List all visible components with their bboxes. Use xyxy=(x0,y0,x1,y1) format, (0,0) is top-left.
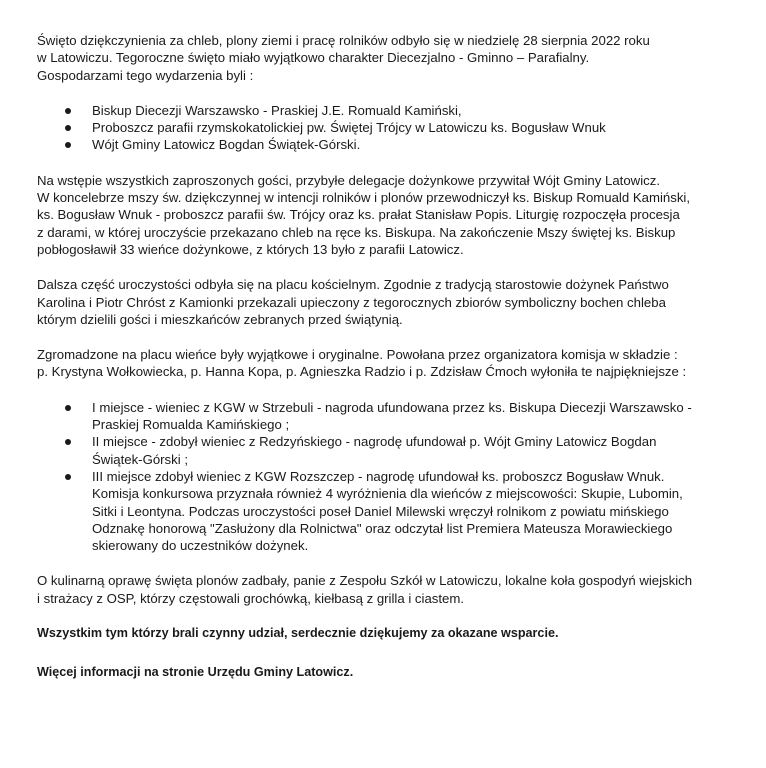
text-line: ks. Bogusław Wnuk - proboszcz parafii św. Trójcy oraz ks. prałat Stanisław Popis. Liturgię rozpoczęła procesja xyxy=(37,207,680,223)
bread-paragraph xyxy=(37,276,736,328)
more-info-text xyxy=(37,664,736,681)
list-item xyxy=(37,468,736,554)
list-item-text: skierowany do uczestników dożynek. xyxy=(92,538,309,554)
list-item-text: Biskup Diecezji Warszawsko - Praskiej J.E. Romuald Kamiński, xyxy=(92,102,462,118)
list-item-text: Świątek-Górski ; xyxy=(92,451,188,467)
list-item xyxy=(37,433,736,468)
hosts-list xyxy=(37,102,736,154)
text-line: Gospodarzami tego wydarzenia byli : xyxy=(37,67,254,83)
list-item-text: Proboszcz parafii rzymskokatolickiej pw. Świętej Trójcy w Latowiczu ks. Bogusław Wnuk xyxy=(92,120,606,136)
text-line: Więcej informacji na stronie Urzędu Gminy Latowicz. xyxy=(37,665,354,680)
list-item-text: II miejsce - zdobył wieniec z Redzyńskiego - nagrodę ufundował p. Wójt Gminy Latowicz Bogdan xyxy=(92,434,657,450)
text-line: p. Krystyna Wołkowiecka, p. Hanna Kopa, p. Agnieszka Radzio i p. Zdzisław Ćmoch wyłoniła te najpiękniejsze : xyxy=(37,364,687,380)
wreaths-paragraph xyxy=(37,346,736,381)
text-line: którym dzielili gości i mieszkańców zebranych przed świątynią. xyxy=(37,311,403,327)
list-item-text: III miejsce zdobył wieniec z KGW Rozszczep - nagrodę ufundował ks. proboszcz Bogusław Wnuk. xyxy=(92,468,665,484)
text-line: i strażacy z OSP, którzy częstowali grochówką, kiełbasą z grilla i ciastem. xyxy=(37,590,465,606)
list-item xyxy=(37,136,736,153)
list-item xyxy=(37,119,736,136)
text-line: W koncelebrze mszy św. dziękczynnej w intencji rolników i plonów przewodniczył ks. Biskup Romuald Kamiński, xyxy=(37,190,691,206)
text-line: Wszystkim tym którzy brali czynny udział, serdecznie dziękujemy za okazane wsparcie. xyxy=(37,626,559,641)
text-line: Dalsza część uroczystości odbyła się na placu kościelnym. Zgodnie z tradycją starostowie dożynek Państwo xyxy=(37,277,669,293)
text-line: w Latowiczu. Tegoroczne święto miało wyjątkowo charakter Diecezjalno - Gminno – Parafialny. xyxy=(37,50,590,66)
text-line: O kulinarną oprawę święta plonów zadbały, panie z Zespołu Szkół w Latowiczu, lokalne koła gospodyń wiejskich xyxy=(37,573,693,589)
text-line: Na wstępie wszystkich zaproszonych gości, przybyłe delegacje dożynkowe przywitał Wójt Gminy Latowicz. xyxy=(37,172,660,188)
list-item xyxy=(37,102,736,119)
text-line: z darami, w której uroczyście przekazano chleb na ręce ks. Biskupa. Na zakończenie Mszy świętej ks. Biskup xyxy=(37,224,676,240)
intro-paragraph xyxy=(37,32,736,84)
text-line: Zgromadzone na placu wieńce były wyjątkowe i oryginalne. Powołana przez organizatora komisja w składzie : xyxy=(37,347,678,363)
awards-list xyxy=(37,399,736,555)
text-line: pobłogosławił 33 wieńce dożynkowe, z których 13 było z parafii Latowicz. xyxy=(37,241,464,257)
text-line: Karolina i Piotr Chróst z Kamionki przekazali upieczony z tegorocznych zbiorów symboliczny bochen chleba xyxy=(37,294,666,310)
list-item-text: Wójt Gminy Latowicz Bogdan Świątek-Górski. xyxy=(92,137,361,153)
list-item-text: Komisja konkursowa przyznała również 4 wyróżnienia dla wieńców z miejscowości: Skupie, Lubomin, xyxy=(92,486,683,502)
catering-paragraph xyxy=(37,572,736,607)
list-item xyxy=(37,399,736,434)
thanks-text xyxy=(37,625,736,642)
list-item-text: I miejsce - wieniec z KGW w Strzebuli - nagroda ufundowana przez ks. Biskupa Diecezji Warszawsko - xyxy=(92,399,692,415)
list-item-text: Praskiej Romualda Kamińskiego ; xyxy=(92,417,290,433)
list-item-text: Odznakę honorową "Zasłużony dla Rolnictwa" oraz odczytał list Premiera Mateusza Morawieckiego xyxy=(92,520,673,536)
text-line: Święto dziękczynienia za chleb, plony ziemi i pracę rolników odbyło się w niedzielę 28 sierpnia 2022 roku xyxy=(37,33,650,48)
list-item-text: Sitki i Leontyna. Podczas uroczystości poseł Daniel Milewski wręczył rolnikom z powiatu mińskiego xyxy=(92,503,669,519)
mass-paragraph xyxy=(37,172,736,258)
